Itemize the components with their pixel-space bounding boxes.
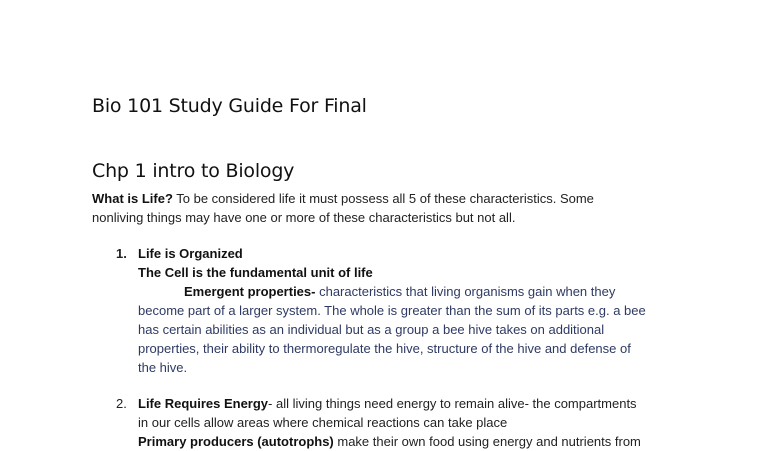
item-title-line (138, 394, 698, 413)
term-rest: make their own food using energy and nutrients from (333, 434, 641, 449)
item-title-rest: - all living things need energy to remain alive- the compartments (268, 396, 637, 411)
term-definition: characteristics that living organisms gain when they (315, 284, 616, 299)
definition-line: has certain abilities as an individual but as a group a bee hive takes on additional (138, 322, 605, 337)
definition-line: properties, their ability to thermoregulate the hive, structure of the hive and defense of (138, 341, 631, 356)
intro-line-1 (92, 189, 672, 208)
definition-line: become part of a larger system. The whole is greater than the sum of its parts e.g. a bee (138, 303, 646, 318)
intro-lead: What is Life? (92, 191, 173, 206)
definition-line: the hive. (138, 360, 188, 375)
item-subtitle: The Cell is the fundamental unit of life (138, 265, 373, 280)
document-title: Bio 101 Study Guide For Final (92, 95, 367, 117)
list-number: 1. (116, 246, 127, 261)
intro-text-1: To be considered life it must possess all 5 of these characteristics. Some (172, 191, 594, 206)
list-content (138, 244, 698, 377)
term-primary-producers: Primary producers (autotrophs) (138, 434, 334, 449)
term-emergent-properties: Emergent properties- (184, 284, 316, 299)
item-title: Life Requires Energy (138, 396, 269, 411)
emergent-line (138, 282, 698, 301)
list-content (138, 394, 698, 451)
item-line-2: in our cells allow areas where chemical reactions can take place (138, 415, 508, 430)
chapter-heading: Chp 1 intro to Biology (92, 160, 295, 182)
list-number: 2. (116, 396, 127, 411)
item-title: Life is Organized (138, 246, 243, 261)
intro-paragraph (92, 189, 672, 227)
intro-line-2: nonliving things may have one or more of these characteristics but not all. (92, 210, 516, 225)
primary-producers-line (138, 432, 698, 451)
